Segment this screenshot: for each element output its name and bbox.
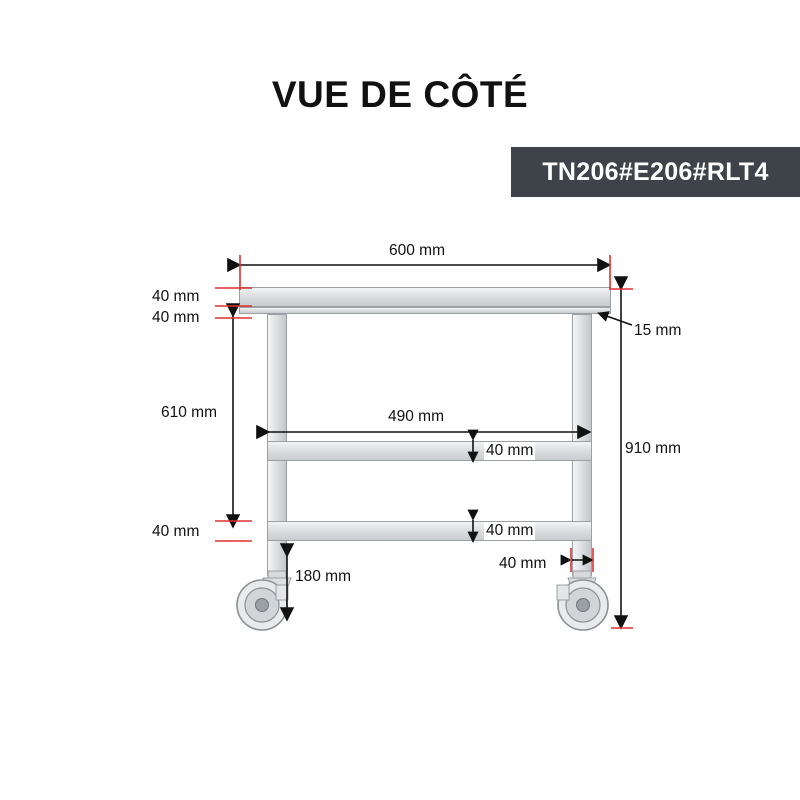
- caster-right: [557, 571, 608, 630]
- leader-line-15: [598, 313, 632, 325]
- dim-label-490: 490 mm: [388, 408, 444, 425]
- shelf-upper: [267, 441, 592, 461]
- dim-label-600: 600 mm: [389, 242, 445, 259]
- table-top-edge: [239, 307, 611, 314]
- reference-label: TN206#E206#RLT4: [542, 157, 769, 186]
- reference-badge: [511, 147, 800, 197]
- dim-label-910: 910 mm: [625, 440, 681, 457]
- dim-label-leg-width-40: 40 mm: [499, 555, 547, 572]
- dim-label-shelf-lower-40: 40 mm: [486, 522, 534, 539]
- dim-label-top-thickness: 40 mm: [152, 288, 200, 305]
- table-top-board: [239, 287, 611, 307]
- dim-label-under-top: 40 mm: [152, 309, 200, 326]
- dim-label-edge-15: 15 mm: [634, 322, 682, 339]
- dim-label-lower-offset-40: 40 mm: [152, 523, 200, 540]
- shelf-lower: [267, 521, 592, 541]
- dim-label-shelf-upper-40: 40 mm: [486, 442, 534, 459]
- dim-label-610: 610 mm: [161, 404, 217, 421]
- caster-left: [237, 571, 291, 630]
- dim-label-180: 180 mm: [295, 568, 351, 585]
- page-title: VUE DE CÔTÉ: [271, 74, 529, 115]
